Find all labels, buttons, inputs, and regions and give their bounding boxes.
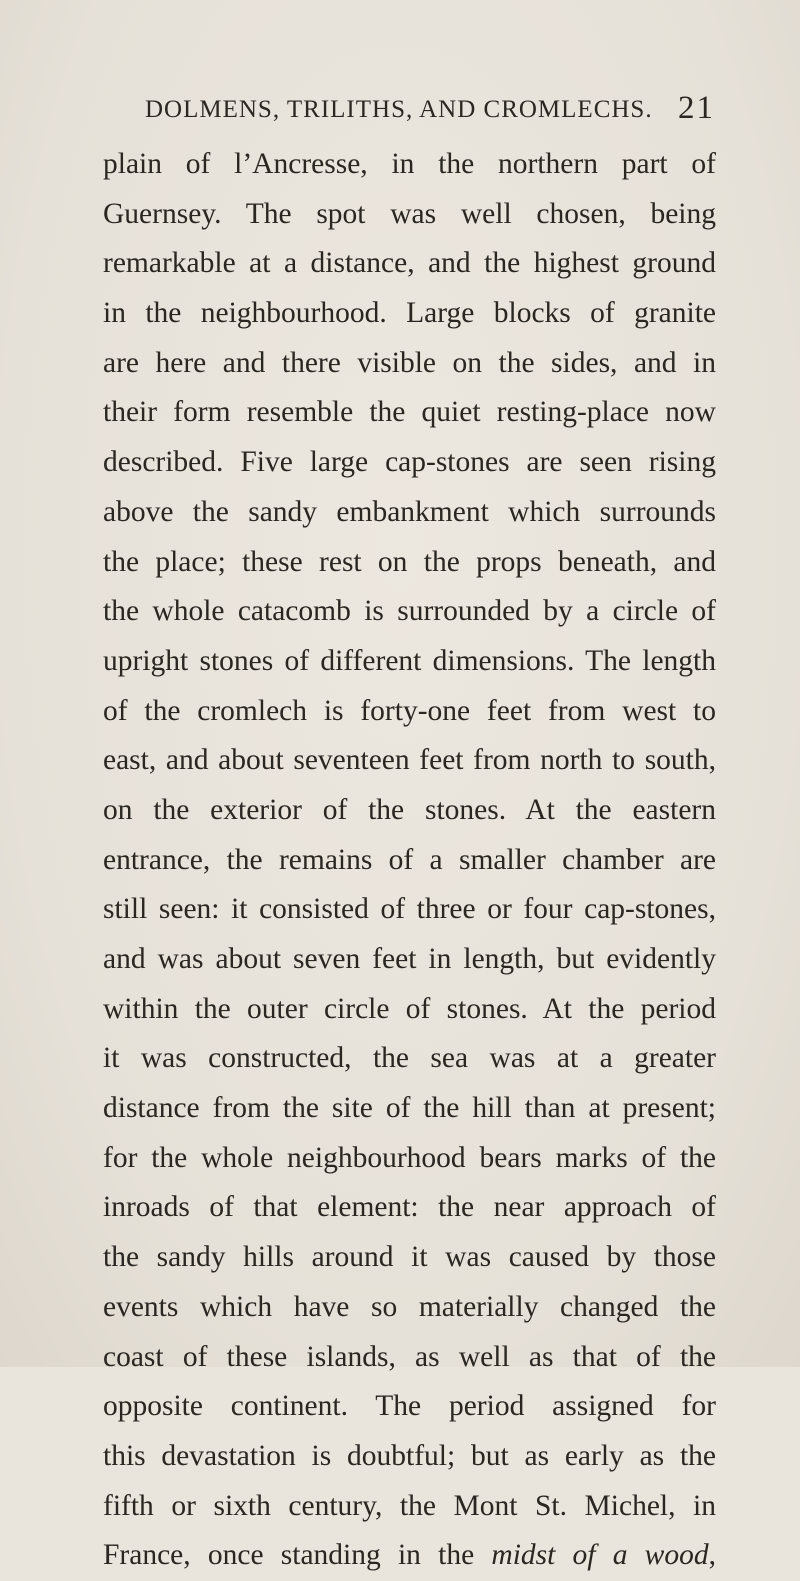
page-number: 21: [678, 90, 715, 126]
text-line: described. Five large cap-stones are seen rising: [103, 446, 716, 479]
text-line: within the outer circle of stones. At the period: [103, 992, 716, 1025]
text-line: Guernsey. The spot was well chosen, being: [103, 197, 716, 230]
text-line: this devastation is doubtful; but as early as the: [103, 1439, 716, 1472]
text-line: plain of l’Ancresse, in the northern part of: [103, 148, 716, 180]
text-line: the sandy hills around it was caused by those: [103, 1241, 716, 1274]
text-line: fifth or sixth century, the Mont St. Michel, in: [103, 1489, 716, 1522]
text-line-last: [103, 1531, 716, 1581]
running-head-title: DOLMENS, TRILITHS, AND CROMLECHS.: [145, 96, 653, 123]
last-line-tail: ,: [708, 1539, 716, 1572]
text-line: entrance, the remains of a smaller chamber are: [103, 843, 716, 876]
text-line: inroads of that element: the near approach of: [103, 1191, 716, 1224]
text-line: remarkable at a distance, and the highest ground: [103, 247, 716, 280]
text-line: the whole catacomb is surrounded by a circle of: [103, 595, 716, 628]
text-line: above the sandy embankment which surrounds: [103, 495, 716, 528]
text-line: distance from the site of the hill than at present;: [103, 1092, 716, 1125]
text-line: it was constructed, the sea was at a greater: [103, 1042, 716, 1075]
text-line: upright stones of different dimensions. The length: [103, 644, 716, 677]
last-line-italic: midst of a wood: [491, 1539, 709, 1572]
text-line: in the neighbourhood. Large blocks of granite: [103, 297, 716, 330]
text-line: their form resemble the quiet resting-place now: [103, 396, 716, 429]
running-head: [145, 90, 735, 136]
text-line: coast of these islands, as well as that of the: [103, 1340, 716, 1373]
text-line: still seen: it consisted of three or four cap-stones,: [103, 893, 716, 926]
text-line: on the exterior of the stones. At the eastern: [103, 793, 716, 826]
text-line: events which have so materially changed the: [103, 1290, 716, 1323]
text-line: the place; these rest on the props beneath, and: [103, 545, 716, 578]
text-line: of the cromlech is forty-one feet from west to: [103, 694, 716, 727]
body-text: [103, 140, 716, 1581]
text-line: are here and there visible on the sides, and in: [103, 346, 716, 379]
text-line: and was about seven feet in length, but evidently: [103, 943, 716, 975]
last-line-roman: France, once standing in the: [103, 1539, 492, 1572]
text-line: for the whole neighbourhood bears marks of the: [103, 1141, 716, 1174]
text-line: east, and about seventeen feet from north to south,: [103, 744, 716, 777]
text-line: opposite continent. The period assigned for: [103, 1390, 716, 1423]
